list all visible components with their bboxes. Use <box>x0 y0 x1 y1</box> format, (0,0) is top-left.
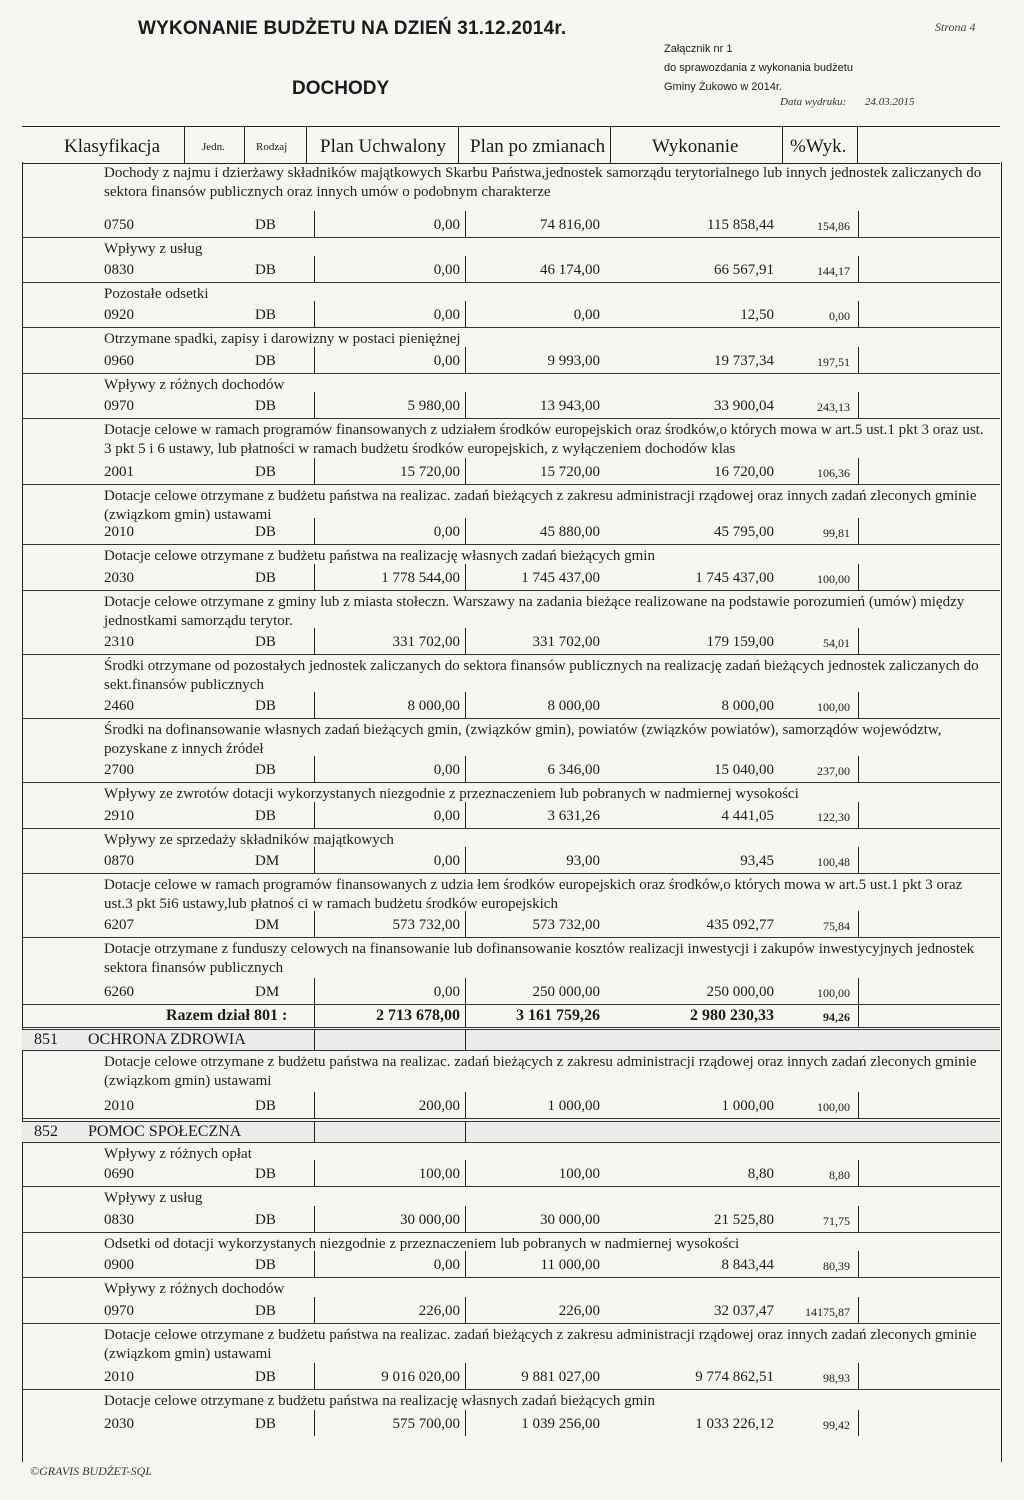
row-code: 2010 <box>104 1098 134 1114</box>
row-execution: 1 033 226,12 <box>695 1416 774 1432</box>
row-execution: 115 858,44 <box>707 217 774 233</box>
row-code: 2700 <box>104 762 134 778</box>
column-divider <box>782 127 783 163</box>
row-plan: 9 016 020,00 <box>381 1369 460 1385</box>
row-description: Dotacje otrzymane z funduszy celowych na finansowanie lub dofinansowanie kosztów realizacji inwestycji i zakupów inwestycyjnych jednostek sektora finansów publicznych <box>104 941 975 976</box>
col-jedn: Jedn. <box>202 141 225 153</box>
row-plan: 200,00 <box>418 1098 460 1114</box>
row-plan-after-changes: 226,00 <box>558 1303 600 1319</box>
row-type: DB <box>255 1212 276 1228</box>
table-row <box>22 874 1000 938</box>
row-plan: 8 000,00 <box>407 698 460 714</box>
row-percent: 106,36 <box>817 466 850 480</box>
row-execution: 1 745 437,00 <box>695 570 774 586</box>
section-header-852 <box>22 1121 1000 1143</box>
row-execution: 66 567,91 <box>714 262 774 278</box>
table-row <box>22 328 1000 374</box>
row-plan-after-changes: 74 816,00 <box>540 217 600 233</box>
row-plan: 1 778 544,00 <box>381 570 460 586</box>
row-code: 6260 <box>104 984 134 1000</box>
row-percent: 100,00 <box>817 700 850 714</box>
row-type: DB <box>255 808 276 824</box>
row-percent: 14175,87 <box>805 1305 850 1319</box>
row-code: 0900 <box>104 1257 134 1273</box>
total-plan: 2 713 678,00 <box>376 1007 460 1024</box>
row-percent: 100,00 <box>817 986 850 1000</box>
row-plan: 30 000,00 <box>400 1212 460 1228</box>
row-execution: 32 037,47 <box>714 1303 774 1319</box>
row-execution: 9 774 862,51 <box>695 1369 774 1385</box>
row-code: 0830 <box>104 1212 134 1228</box>
row-plan-after-changes: 13 943,00 <box>540 398 600 414</box>
row-plan-after-changes: 100,00 <box>558 1166 600 1182</box>
row-description: Dotacje celowe w ramach programów finansowanych z udziałem środków europejskich oraz środków,o których mowa w art.5 ust.1 pkt 3 oraz ust. 3 pkt 5 i 6 ustawy, lub płatności w ramach budżetu środków europejskich, z wyłączeniem dochodów klas <box>104 422 984 457</box>
row-plan-after-changes: 11 000,00 <box>540 1257 600 1273</box>
row-description: Dochody z najmu i dzierżawy składników majątkowych Skarbu Państwa,jednostek samorządu terytorialnego lub innych jednostek zaliczanych do sektora finansów publicznych oraz innych umów o podobnym charakterze <box>104 165 982 200</box>
row-code: 2001 <box>104 464 134 480</box>
row-description: Wpływy z różnych dochodów <box>104 1281 285 1297</box>
row-plan-after-changes: 30 000,00 <box>540 1212 600 1228</box>
section-header-851 <box>22 1029 1000 1051</box>
row-type: DB <box>255 1166 276 1182</box>
col-plan-uchwalony: Plan Uchwalony <box>320 136 447 157</box>
row-execution: 45 795,00 <box>714 524 774 540</box>
section-number: 851 <box>34 1031 58 1048</box>
row-plan-after-changes: 8 000,00 <box>547 698 600 714</box>
row-percent: 54,01 <box>823 636 850 650</box>
table-row <box>22 1051 1000 1119</box>
row-percent: 197,51 <box>817 355 850 369</box>
row-plan: 0,00 <box>433 762 460 778</box>
row-execution: 93,45 <box>740 853 774 869</box>
annex-note <box>664 40 853 97</box>
row-percent: 100,00 <box>817 572 850 586</box>
row-code: 0750 <box>104 217 134 233</box>
row-plan-after-changes: 331 702,00 <box>532 634 600 650</box>
row-execution: 8 000,00 <box>721 698 774 714</box>
row-type: DM <box>255 853 280 869</box>
row-type: DB <box>255 698 276 714</box>
section-number: 852 <box>34 1123 58 1140</box>
row-percent: 8,80 <box>829 1168 850 1182</box>
row-type: DB <box>255 307 276 323</box>
row-code: 0690 <box>104 1166 134 1182</box>
row-description: Dotacje celowe otrzymane z budżetu państwa na realizac. zadań bieżących z zakresu administracji rządowej oraz innych zadań zleconych gminie (związkom gmin) ustawami <box>104 488 977 523</box>
table-row <box>22 1233 1000 1278</box>
row-code: 0920 <box>104 307 134 323</box>
total-label: Razem dział 801 : <box>166 1007 288 1024</box>
row-description: Odsetki od dotacji wykorzystanych niezgodnie z przeznaczeniem lub pobranych w nadmiernej wysokości <box>104 1236 740 1252</box>
row-code: 2010 <box>104 524 134 540</box>
row-type: DB <box>255 262 276 278</box>
report-title: WYKONANIE BUDŻETU NA DZIEŃ 31.12.2014r. <box>138 18 567 39</box>
col-klasyfikacja: Klasyfikacja <box>64 136 161 157</box>
row-plan: 0,00 <box>433 262 460 278</box>
table-row <box>22 162 1000 238</box>
row-description: Wpływy z różnych dochodów <box>104 377 285 393</box>
row-plan: 0,00 <box>433 1257 460 1273</box>
row-code: 0970 <box>104 1303 134 1319</box>
row-percent: 98,93 <box>823 1371 850 1385</box>
row-plan-after-changes: 9 993,00 <box>547 353 600 369</box>
table-row <box>22 283 1000 328</box>
row-execution: 33 900,04 <box>714 398 774 414</box>
table-row <box>22 1390 1000 1436</box>
row-percent: 243,13 <box>817 400 850 414</box>
row-percent: 100,48 <box>817 855 850 869</box>
row-code: 2030 <box>104 1416 134 1432</box>
row-plan: 100,00 <box>418 1166 460 1182</box>
row-description: Pozostałe odsetki <box>104 286 209 302</box>
total-row <box>22 1005 1000 1028</box>
col-plan-po-zmianach: Plan po zmianach <box>470 136 606 157</box>
total-execution: 2 980 230,33 <box>690 1007 774 1024</box>
row-type: DB <box>255 570 276 586</box>
row-plan-after-changes: 1 039 256,00 <box>521 1416 600 1432</box>
row-plan: 0,00 <box>433 524 460 540</box>
row-percent: 100,00 <box>817 1100 850 1114</box>
row-plan-after-changes: 9 881 027,00 <box>521 1369 600 1385</box>
table-row <box>22 374 1000 419</box>
row-execution: 8,80 <box>747 1166 774 1182</box>
annex-line: Załącznik nr 1 <box>664 43 733 55</box>
row-code: 0870 <box>104 853 134 869</box>
table-row <box>22 419 1000 485</box>
row-description: Dotacje celowe otrzymane z gminy lub z miasta stołeczn. Warszawy na zadania bieżące realizowane na podstawie porozumień (umów) między jednostkami samorządu terytor. <box>104 594 965 629</box>
row-plan: 0,00 <box>433 984 460 1000</box>
table-row <box>22 485 1000 545</box>
row-plan: 0,00 <box>433 808 460 824</box>
row-plan-after-changes: 250 000,00 <box>532 984 600 1000</box>
row-type: DB <box>255 524 276 540</box>
row-execution: 435 092,77 <box>706 917 774 933</box>
row-description: Otrzymane spadki, zapisy i darowizny w postaci pieniężnej <box>104 331 461 347</box>
row-plan-after-changes: 0,00 <box>573 307 600 323</box>
row-type: DB <box>255 217 276 233</box>
row-plan: 5 980,00 <box>407 398 460 414</box>
row-description: Dotacje celowe otrzymane z budżetu państwa na realizac. zadań bieżących z zakresu administracji rządowej oraz innych zadań zleconych gminie (związkom gmin) ustawami <box>104 1327 977 1362</box>
row-description: Środki na dofinansowanie własnych zadań bieżących gmin, (związków gmin), powiatów (związków powiatów), samorządów województw, pozyskane z innych źródeł <box>104 722 942 757</box>
row-code: 2460 <box>104 698 134 714</box>
row-plan: 0,00 <box>433 853 460 869</box>
row-percent: 154,86 <box>817 219 850 233</box>
row-type: DB <box>255 1257 276 1273</box>
table-row <box>22 1187 1000 1233</box>
row-type: DB <box>255 1416 276 1432</box>
table-row <box>22 829 1000 874</box>
row-execution: 4 441,05 <box>721 808 774 824</box>
row-plan: 0,00 <box>433 217 460 233</box>
row-execution: 8 843,44 <box>721 1257 774 1273</box>
table-row <box>22 938 1000 1005</box>
total-percent: 94,26 <box>823 1010 850 1024</box>
section-name: OCHRONA ZDROWIA <box>88 1031 246 1048</box>
column-divider <box>610 127 611 163</box>
row-execution: 16 720,00 <box>714 464 774 480</box>
column-divider <box>244 127 245 163</box>
table-row <box>22 545 1000 591</box>
row-description: Środki otrzymane od pozostałych jednostek zaliczanych do sektora finansów publicznych na realizację zadań bieżących jednostek zaliczanych do sekt.finansów publicznych <box>104 658 979 693</box>
section-name: POMOC SPOŁECZNA <box>88 1123 242 1140</box>
print-date-value: 24.03.2015 <box>865 96 915 108</box>
row-execution: 19 737,34 <box>714 353 774 369</box>
table-row <box>22 655 1000 719</box>
row-plan: 15 720,00 <box>400 464 460 480</box>
table-row <box>22 1143 1000 1187</box>
row-plan: 331 702,00 <box>392 634 460 650</box>
table-row <box>22 1278 1000 1324</box>
column-divider <box>458 127 459 163</box>
row-type: DB <box>255 762 276 778</box>
table-row <box>22 1324 1000 1390</box>
row-plan-after-changes: 573 732,00 <box>532 917 600 933</box>
row-execution: 12,50 <box>740 307 774 323</box>
total-plan-after-changes: 3 161 759,26 <box>516 1007 600 1024</box>
row-percent: 75,84 <box>823 919 850 933</box>
row-code: 2910 <box>104 808 134 824</box>
row-type: DB <box>255 353 276 369</box>
annex-line: Gminy Żukowo w 2014r. <box>664 81 782 93</box>
row-plan-after-changes: 3 631,26 <box>547 808 600 824</box>
row-percent: 122,30 <box>817 810 850 824</box>
row-code: 2310 <box>104 634 134 650</box>
row-execution: 250 000,00 <box>706 984 774 1000</box>
table-row <box>22 783 1000 829</box>
row-description: Wpływy z różnych opłat <box>104 1146 252 1162</box>
row-percent: 144,17 <box>817 264 850 278</box>
row-description: Dotacje celowe otrzymane z budżetu państwa na realizację własnych zadań bieżących gmin <box>104 1393 655 1409</box>
row-plan-after-changes: 93,00 <box>566 853 600 869</box>
row-execution: 179 159,00 <box>706 634 774 650</box>
row-description: Wpływy z usług <box>104 241 203 257</box>
column-header-row <box>22 126 1000 164</box>
row-plan-after-changes: 45 880,00 <box>540 524 600 540</box>
row-plan-after-changes: 1 745 437,00 <box>521 570 600 586</box>
column-divider <box>857 127 858 163</box>
row-description: Dotacje celowe otrzymane z budżetu państwa na realizac. zadań bieżących z zakresu administracji rządowej oraz innych zadań zleconych gminie (związkom gmin) ustawami <box>104 1054 977 1089</box>
row-type: DM <box>255 917 280 933</box>
row-percent: 80,39 <box>823 1259 850 1273</box>
row-description: Wpływy z usług <box>104 1190 203 1206</box>
table-row <box>22 238 1000 283</box>
table-row <box>22 591 1000 655</box>
row-plan: 573 732,00 <box>392 917 460 933</box>
row-execution: 21 525,80 <box>714 1212 774 1228</box>
column-divider <box>306 127 307 163</box>
row-code: 6207 <box>104 917 134 933</box>
row-percent: 99,42 <box>823 1418 850 1432</box>
row-plan-after-changes: 1 000,00 <box>547 1098 600 1114</box>
row-type: DB <box>255 464 276 480</box>
row-code: 0970 <box>104 398 134 414</box>
col-rodzaj: Rodzaj <box>256 141 288 153</box>
row-plan-after-changes: 46 174,00 <box>540 262 600 278</box>
footer-copyright: ©GRAVIS BUDŻET-SQL <box>30 1464 152 1478</box>
annex-line: do sprawozdania z wykonania budżetu <box>664 62 853 74</box>
row-code: 2030 <box>104 570 134 586</box>
row-code: 0960 <box>104 353 134 369</box>
row-description: Wpływy ze sprzedaży składników majątkowych <box>104 832 394 848</box>
table-row <box>22 719 1000 783</box>
row-type: DB <box>255 634 276 650</box>
row-description: Dotacje celowe otrzymane z budżetu państwa na realizację własnych zadań bieżących gmin <box>104 548 655 564</box>
row-description: Dotacje celowe w ramach programów finansowanych z udzia łem środków europejskich oraz środków,o których mowa w art.5 ust.1 pkt 3 oraz ust.3 pkt 5i6 ustawy,lub płatnoś ci w ramach budżetu środków europejskich <box>104 877 963 912</box>
row-execution: 15 040,00 <box>714 762 774 778</box>
page-number: Strona 4 <box>935 20 976 34</box>
col-pct-wyk: %Wyk. <box>790 136 847 157</box>
column-divider <box>184 127 185 163</box>
row-plan: 0,00 <box>433 353 460 369</box>
row-plan-after-changes: 15 720,00 <box>540 464 600 480</box>
report-subtitle: DOCHODY <box>292 78 390 99</box>
print-date-label: Data wydruku: <box>780 96 847 108</box>
row-percent: 0,00 <box>829 309 850 323</box>
row-code: 0830 <box>104 262 134 278</box>
row-plan: 0,00 <box>433 307 460 323</box>
row-plan: 226,00 <box>418 1303 460 1319</box>
print-date <box>780 96 915 108</box>
col-wykonanie: Wykonanie <box>652 136 739 157</box>
row-plan-after-changes: 6 346,00 <box>547 762 600 778</box>
row-percent: 71,75 <box>823 1214 850 1228</box>
row-execution: 1 000,00 <box>721 1098 774 1114</box>
row-type: DB <box>255 1303 276 1319</box>
row-type: DB <box>255 1098 276 1114</box>
row-code: 2010 <box>104 1369 134 1385</box>
row-percent: 237,00 <box>817 764 850 778</box>
row-description: Wpływy ze zwrotów dotacji wykorzystanych niezgodnie z przeznaczeniem lub pobranych w nadmiernej wysokości <box>104 786 799 802</box>
row-percent: 99,81 <box>823 526 850 540</box>
row-type: DB <box>255 398 276 414</box>
row-type: DB <box>255 1369 276 1385</box>
row-type: DM <box>255 984 280 1000</box>
row-plan: 575 700,00 <box>392 1416 460 1432</box>
